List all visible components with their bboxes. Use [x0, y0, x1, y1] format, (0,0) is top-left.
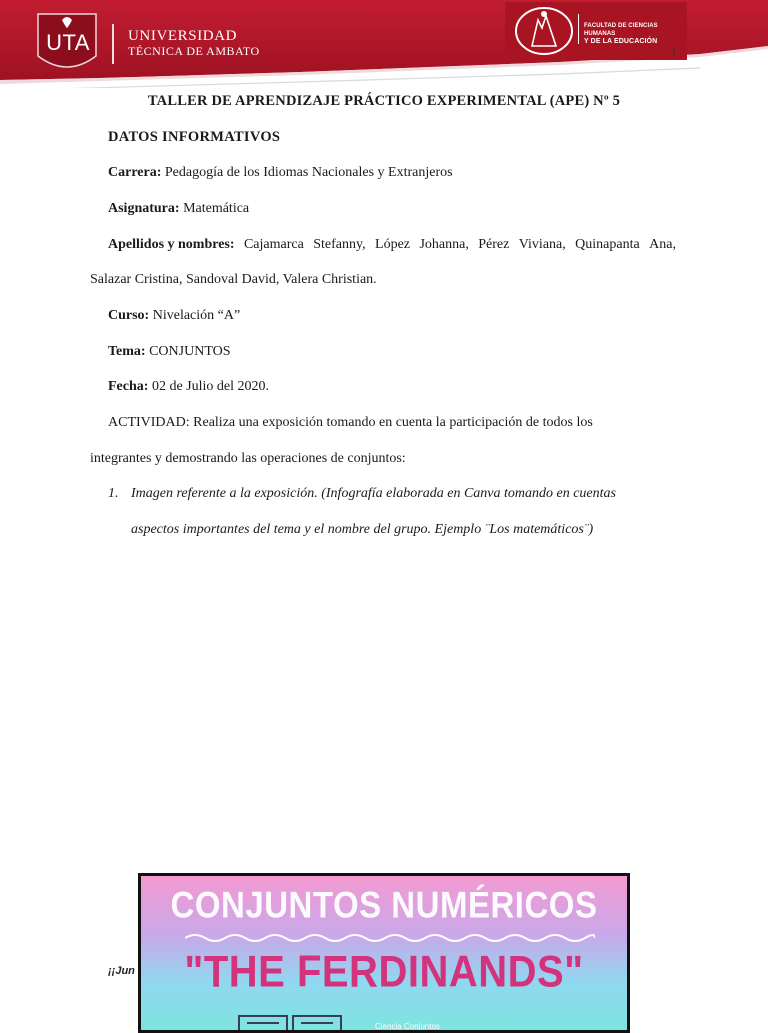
fecha-label: Fecha:	[108, 379, 149, 394]
tema-line	[108, 344, 231, 360]
infographic-image	[138, 873, 630, 1033]
faculty-name-line2: Y DE LA EDUCACIÓN	[584, 38, 658, 45]
tema-label: Tema:	[108, 344, 146, 359]
nombre-word: López	[375, 237, 411, 252]
fecha-value: 02 de Julio del 2020.	[151, 379, 269, 394]
group-name: "THE FERDINANDS"	[184, 947, 584, 997]
fecha-line	[108, 379, 269, 395]
carrera-line	[108, 165, 453, 181]
header-banner	[0, 0, 768, 88]
carrera-value: Pedagogía de los Idiomas Nacionales y Extranjeros	[164, 165, 453, 180]
wave-divider-icon	[185, 932, 595, 944]
asignatura-value: Matemática	[183, 201, 250, 216]
tema-value: CONJUNTOS	[149, 344, 231, 359]
carrera-label: Carrera:	[108, 165, 162, 180]
nombre-word: Johanna,	[419, 237, 469, 252]
nombre-word: Cajamarca	[243, 237, 304, 252]
section-heading: DATOS INFORMATIVOS	[108, 129, 281, 145]
university-name-line1: UNIVERSIDAD	[128, 28, 238, 44]
university-name-line2: TÉCNICA DE AMBATO	[128, 44, 260, 58]
infographic-subtitle: Ciencia Conjuntos	[375, 1022, 440, 1031]
uta-logo-text: UTA	[46, 30, 90, 55]
nombre-word: Pérez	[478, 237, 510, 252]
curso-value: Nivelación “A”	[152, 308, 241, 323]
infographic-title: CONJUNTOS NUMÉRICOS	[170, 883, 598, 926]
nombres-label: Apellidos y nombres:	[108, 237, 235, 252]
nombre-word: Quinapanta	[575, 237, 640, 252]
header-divider	[112, 24, 114, 64]
curso-label: Curso:	[108, 308, 150, 323]
asignatura-label: Asignatura:	[108, 201, 180, 216]
faculty-name	[584, 22, 684, 46]
nombres-continuation: Salazar Cristina, Sandoval David, Valera Christian.	[90, 272, 377, 287]
nombre-word: Ana,	[649, 237, 676, 252]
faculty-divider	[578, 14, 579, 44]
document-title: TALLER DE APRENDIZAJE PRÁCTICO EXPERIMENTAL (APE) Nº 5	[147, 93, 621, 109]
asignatura-line	[108, 201, 249, 217]
nombre-word: Viviana,	[518, 237, 566, 252]
actividad-line2: integrantes y demostrando las operaciones de conjuntos:	[90, 451, 406, 466]
faculty-seal-icon	[514, 6, 574, 56]
partial-text-fragment: ¡¡Jun	[108, 965, 135, 977]
list-item-line2: aspectos importantes del tema y el nombre del grupo. Ejemplo ¨Los matemáticos¨)	[131, 522, 594, 537]
faculty-name-line1: FACULTAD DE CIENCIAS HUMANAS	[584, 23, 658, 37]
nombre-word: Stefanny,	[313, 237, 366, 252]
actividad-line1: ACTIVIDAD: Realiza una exposición tomando en cuenta la participación de todos los	[108, 415, 593, 430]
nombres-line	[108, 237, 676, 253]
page-number: 1	[671, 46, 677, 58]
university-name	[128, 29, 260, 59]
curso-line	[108, 308, 240, 324]
list-item-line1: Imagen referente a la exposición. (Infografía elaborada en Canva tomando en cuentas	[131, 486, 616, 501]
list-number: 1.	[108, 486, 119, 501]
